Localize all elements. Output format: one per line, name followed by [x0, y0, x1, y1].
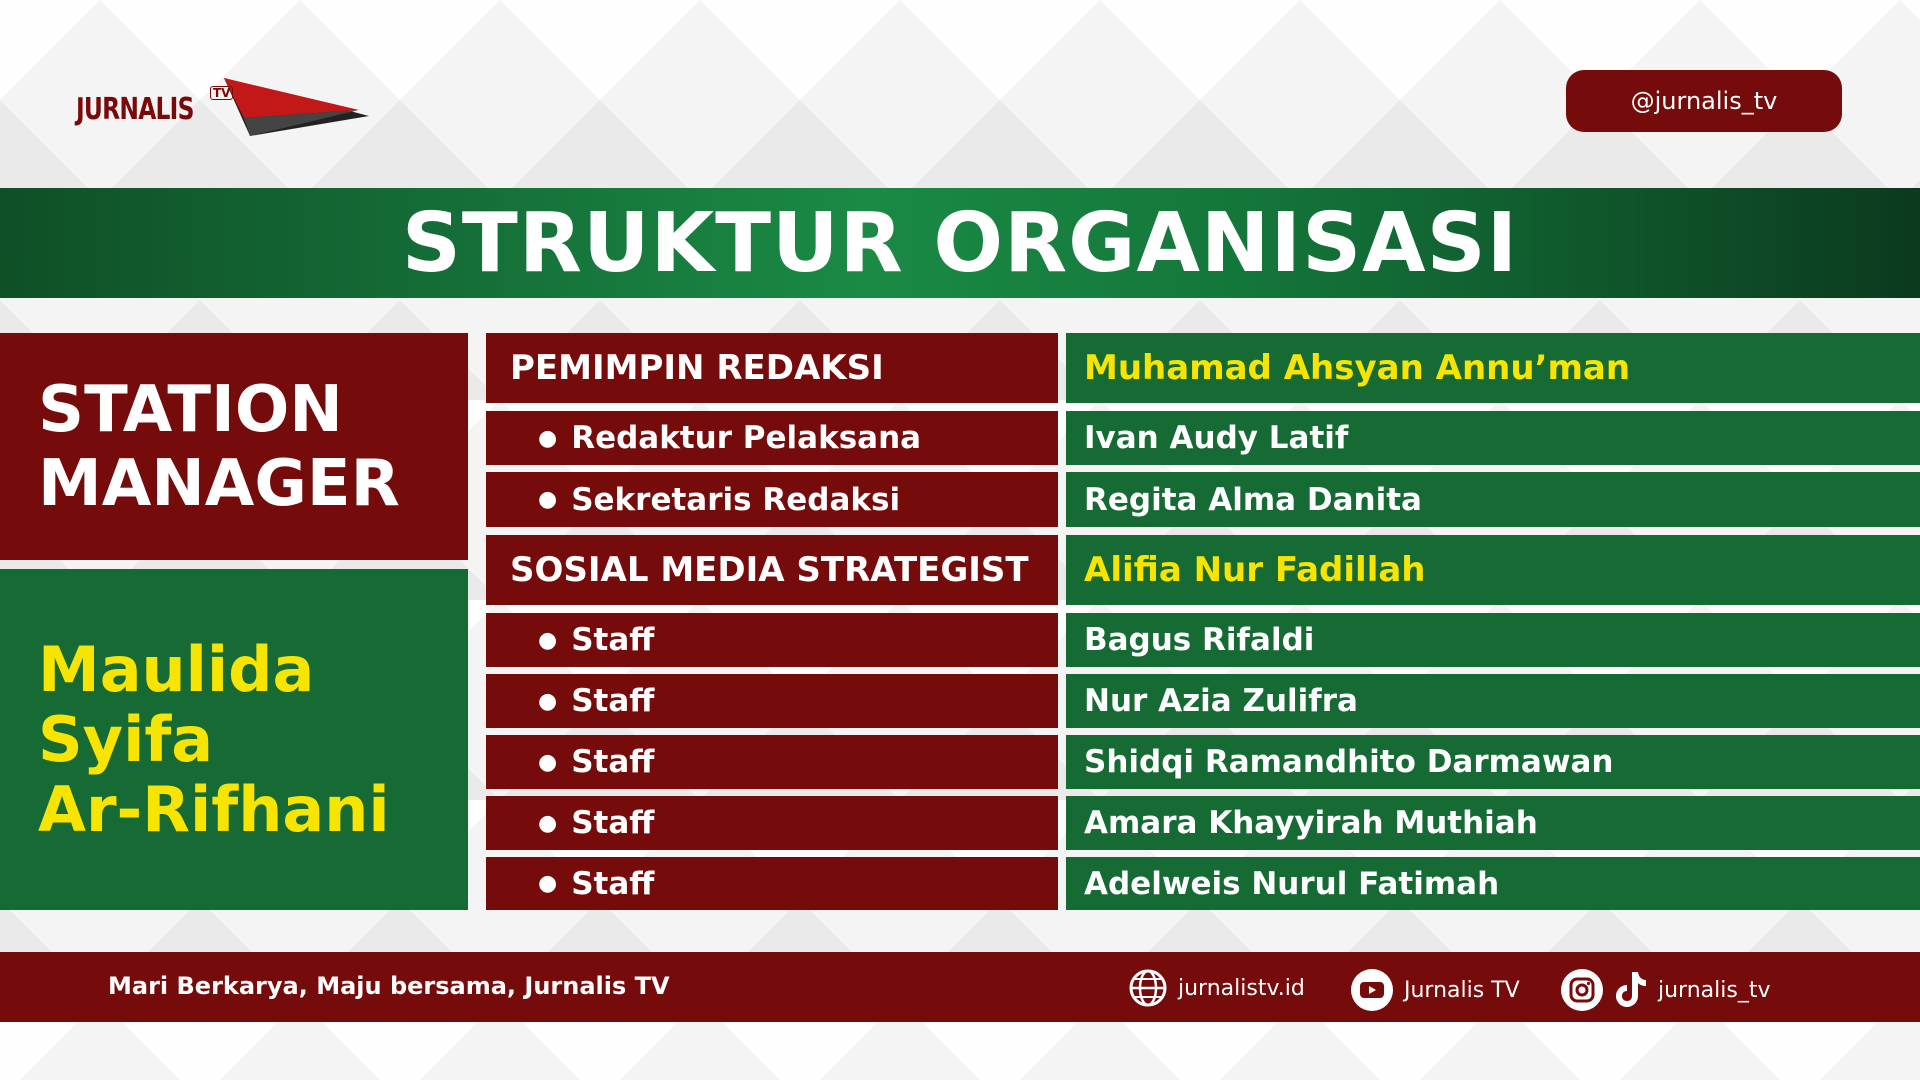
- bullet-icon: ●: [538, 627, 558, 653]
- station-manager-name-line: Maulida: [38, 632, 315, 706]
- person-name: Alifia Nur Fadillah: [1084, 550, 1426, 590]
- logo-text: JURNALIS: [76, 92, 194, 127]
- station-manager-name-line: Ar-Rifhani: [38, 772, 390, 846]
- bullet-icon: ●: [538, 487, 558, 512]
- person-name: Bagus Rifaldi: [1084, 622, 1315, 658]
- role-label: Staff: [571, 865, 655, 902]
- youtube-icon: [1350, 968, 1394, 1012]
- person-cell-staff: [1066, 796, 1920, 850]
- bullet-icon: ●: [538, 425, 558, 451]
- role-label: Staff: [571, 744, 655, 780]
- title-banner: [0, 188, 1920, 298]
- person-name: Ivan Audy Latif: [1084, 420, 1349, 456]
- role-label: Staff: [571, 683, 655, 719]
- bullet-icon: ●: [538, 810, 558, 836]
- person-cell-staff: [1066, 674, 1920, 728]
- role-label: PEMIMPIN REDAKSI: [510, 348, 884, 388]
- role-cell-staff: [486, 857, 1058, 910]
- role-label: SOSIAL MEDIA STRATEGIST: [510, 550, 1029, 590]
- footer-social[interactable]: [1560, 968, 1770, 1012]
- station-manager-label-box: [0, 333, 468, 560]
- globe-icon: [1128, 968, 1168, 1008]
- bullet-icon: ●: [538, 871, 558, 896]
- role-label: Staff: [571, 805, 655, 841]
- person-name: Muhamad Ahsyan Annu’man: [1084, 348, 1631, 388]
- footer-website[interactable]: [1128, 968, 1305, 1008]
- station-manager-label-line: STATION: [38, 372, 343, 447]
- page-title: STRUKTUR ORGANISASI: [401, 195, 1519, 291]
- role-cell-pemimpin-redaksi: [486, 333, 1058, 403]
- jurnalis-tv-logo: [76, 72, 296, 142]
- role-cell-staff: [486, 796, 1058, 850]
- role-cell-staff: [486, 735, 1058, 789]
- person-name: Adelweis Nurul Fatimah: [1084, 865, 1500, 902]
- person-name: Shidqi Ramandhito Darmawan: [1084, 744, 1614, 780]
- person-cell-sekretaris-redaksi: [1066, 472, 1920, 527]
- footer-youtube[interactable]: [1350, 968, 1520, 1012]
- role-cell-sekretaris-redaksi: [486, 472, 1058, 527]
- role-label: Sekretaris Redaksi: [571, 481, 901, 518]
- role-cell-staff: [486, 613, 1058, 667]
- person-cell-staff: [1066, 857, 1920, 910]
- tiktok-icon: [1614, 970, 1648, 1010]
- person-cell-staff: [1066, 735, 1920, 789]
- person-name: Nur Azia Zulifra: [1084, 683, 1358, 719]
- person-name: Regita Alma Danita: [1084, 481, 1422, 518]
- social-text: jurnalis_tv: [1658, 977, 1771, 1003]
- social-handle-text: @jurnalis_tv: [1630, 87, 1778, 115]
- bullet-icon: ●: [538, 749, 558, 775]
- website-text: jurnalistv.id: [1178, 975, 1305, 1001]
- station-manager-name-box: [0, 569, 468, 910]
- person-cell-pemimpin-redaksi: [1066, 333, 1920, 403]
- role-cell-sosial-media-strategist: [486, 535, 1058, 605]
- person-cell-staff: [1066, 613, 1920, 667]
- role-label: Staff: [571, 622, 655, 658]
- role-label: Redaktur Pelaksana: [571, 420, 922, 456]
- station-manager-label-line: MANAGER: [38, 446, 400, 521]
- person-name: Amara Khayyirah Muthiah: [1084, 805, 1538, 841]
- social-handle-badge: [1566, 70, 1842, 132]
- bullet-icon: ●: [538, 688, 558, 714]
- role-cell-redaktur-pelaksana: [486, 411, 1058, 465]
- role-cell-staff: [486, 674, 1058, 728]
- youtube-text: Jurnalis TV: [1404, 977, 1520, 1003]
- person-cell-redaktur-pelaksana: [1066, 411, 1920, 465]
- station-manager-name-line: Syifa: [38, 702, 214, 776]
- logo-tv-mark: TV: [210, 86, 233, 100]
- instagram-icon: [1560, 968, 1604, 1012]
- person-cell-sosial-media-strategist: [1066, 535, 1920, 605]
- logo-arrow-icon: [184, 74, 374, 138]
- footer-tagline: Mari Berkarya, Maju bersama, Jurnalis TV: [108, 972, 670, 1000]
